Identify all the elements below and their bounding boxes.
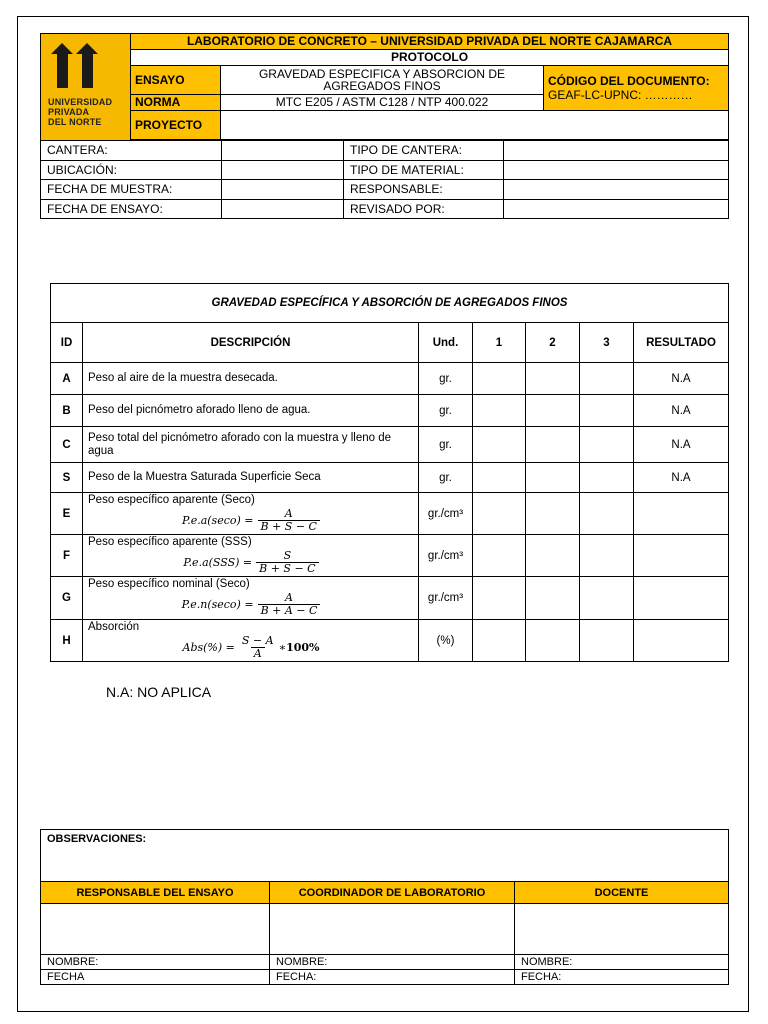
row-unit: gr./cm³ (419, 493, 473, 535)
row-desc-cell (83, 493, 419, 535)
norma-label: NORMA (131, 95, 221, 111)
logo-line2: PRIVADA (48, 107, 90, 117)
responsable-signature[interactable] (41, 904, 270, 955)
fecha-muestra-field[interactable] (222, 180, 344, 200)
upn-logo-icon (48, 40, 104, 92)
row-desc-cell (83, 620, 419, 662)
table-row (51, 493, 729, 535)
row-value-1[interactable] (473, 463, 526, 493)
row-id: C (51, 427, 83, 463)
codigo-cell (544, 66, 729, 111)
row-value-1[interactable] (473, 395, 526, 427)
formula-numerator: A (284, 507, 293, 520)
coordinador-signature[interactable] (270, 904, 515, 955)
coordinador-nombre[interactable]: NOMBRE: (270, 955, 515, 970)
row-value-2[interactable] (526, 395, 580, 427)
row-value-3[interactable] (580, 577, 634, 620)
ensayo-value: GRAVEDAD ESPECIFICA Y ABSORCION DE AGREGADOS FINOS (221, 66, 544, 95)
row-value-2[interactable] (526, 493, 580, 535)
fecha-muestra-label: FECHA DE MUESTRA: (41, 180, 222, 200)
responsable-fecha[interactable]: FECHA (41, 970, 270, 985)
row-value-3[interactable] (580, 427, 634, 463)
ubicacion-label: UBICACIÓN: (41, 160, 222, 180)
responsable-nombre[interactable]: NOMBRE: (41, 955, 270, 970)
row-value-1[interactable] (473, 620, 526, 662)
observaciones-field[interactable] (41, 830, 729, 882)
fecha-ensayo-label: FECHA DE ENSAYO: (41, 199, 222, 219)
tipo-cantera-label: TIPO DE CANTERA: (344, 141, 504, 161)
formula-denominator: B + S − C (258, 520, 320, 533)
footer-table (40, 829, 729, 985)
row-value-3[interactable] (580, 395, 634, 427)
row-unit: gr./cm³ (419, 535, 473, 577)
formula-denominator: B + A − C (258, 604, 321, 617)
row-result[interactable] (634, 620, 729, 662)
row-value-3[interactable] (580, 620, 634, 662)
row-id: A (51, 363, 83, 395)
row-result[interactable] (634, 535, 729, 577)
row-desc: Peso total del picnómetro aforado con la muestra y lleno de agua (83, 427, 419, 463)
row-result: N.A (634, 395, 729, 427)
row-id: E (51, 493, 83, 535)
col-header-3: 3 (580, 323, 634, 363)
table-row (51, 620, 729, 662)
row-desc: Peso específico nominal (Seco) (88, 578, 250, 590)
row-result[interactable] (634, 493, 729, 535)
row-unit: gr./cm³ (419, 577, 473, 620)
docente-signature[interactable] (515, 904, 729, 955)
revisado-label: REVISADO POR: (344, 199, 504, 219)
table-title: GRAVEDAD ESPECÍFICA Y ABSORCIÓN DE AGREGADOS FINOS (51, 284, 729, 323)
row-value-3[interactable] (580, 363, 634, 395)
formula-percent: 100% (286, 641, 320, 654)
lab-title: LABORATORIO DE CONCRETO – UNIVERSIDAD PRIVADA DEL NORTE CAJAMARCA (131, 34, 729, 50)
formula (88, 635, 414, 660)
coordinador-header: COORDINADOR DE LABORATORIO (270, 882, 515, 904)
row-value-2[interactable] (526, 363, 580, 395)
row-id: S (51, 463, 83, 493)
proyecto-label: PROYECTO (131, 111, 221, 140)
row-value-3[interactable] (580, 463, 634, 493)
row-desc: Peso del picnómetro aforado lleno de agua. (83, 395, 419, 427)
row-value-3[interactable] (580, 493, 634, 535)
row-id: F (51, 535, 83, 577)
row-value-1[interactable] (473, 577, 526, 620)
col-header-id: ID (51, 323, 83, 363)
row-desc: Peso de la Muestra Saturada Superficie Seca (83, 463, 419, 493)
table-row (51, 427, 729, 463)
observaciones-label: OBSERVACIONES: (47, 833, 147, 845)
row-unit: gr. (419, 395, 473, 427)
tipo-material-label: TIPO DE MATERIAL: (344, 160, 504, 180)
row-result: N.A (634, 363, 729, 395)
formula-lhs: P.e.a(seco) = (182, 514, 254, 527)
row-desc-cell (83, 577, 419, 620)
cantera-label: CANTERA: (41, 141, 222, 161)
row-value-1[interactable] (473, 535, 526, 577)
row-desc: Peso específico aparente (Seco) (88, 494, 255, 506)
table-row (51, 463, 729, 493)
docente-nombre[interactable]: NOMBRE: (515, 955, 729, 970)
row-unit: gr. (419, 363, 473, 395)
row-result: N.A (634, 427, 729, 463)
tipo-material-field[interactable] (504, 160, 729, 180)
fecha-ensayo-field[interactable] (222, 199, 344, 219)
row-value-1[interactable] (473, 363, 526, 395)
row-value-2[interactable] (526, 463, 580, 493)
formula-lhs: Abs(%) = (182, 641, 235, 654)
formula (88, 592, 414, 617)
row-desc: Absorción (88, 621, 140, 633)
col-header-2: 2 (526, 323, 580, 363)
formula-numerator: S (283, 549, 292, 562)
row-desc: Peso al aire de la muestra desecada. (83, 363, 419, 395)
formula-numerator: S − A (241, 634, 274, 647)
results-table (50, 283, 729, 662)
docente-fecha[interactable]: FECHA: (515, 970, 729, 985)
proyecto-value[interactable] (221, 111, 729, 140)
row-id: G (51, 577, 83, 620)
row-value-1[interactable] (473, 427, 526, 463)
row-unit: (%) (419, 620, 473, 662)
row-desc-cell (83, 535, 419, 577)
codigo-value: GEAF-LC-UPNC: ………… (548, 87, 693, 102)
ubicacion-field[interactable] (222, 160, 344, 180)
row-value-1[interactable] (473, 493, 526, 535)
table-row (51, 395, 729, 427)
responsable-field[interactable] (504, 180, 729, 200)
row-value-2[interactable] (526, 427, 580, 463)
header-table (40, 33, 729, 141)
formula (88, 508, 414, 533)
table-row (51, 577, 729, 620)
col-header-result: RESULTADO (634, 323, 729, 363)
row-unit: gr. (419, 463, 473, 493)
row-result: N.A (634, 463, 729, 493)
row-id: B (51, 395, 83, 427)
formula (88, 550, 414, 575)
row-unit: gr. (419, 427, 473, 463)
ensayo-label: ENSAYO (131, 66, 221, 95)
logo-line3: DEL NORTE (48, 117, 102, 127)
formula-numerator: A (285, 591, 293, 604)
formula-denominator: B + S − C (256, 562, 318, 575)
col-header-1: 1 (473, 323, 526, 363)
row-value-2[interactable] (526, 577, 580, 620)
formula-mult: ∗ (278, 641, 287, 654)
row-result[interactable] (634, 577, 729, 620)
docente-header: DOCENTE (515, 882, 729, 904)
cantera-field[interactable] (222, 141, 344, 161)
row-value-2[interactable] (526, 620, 580, 662)
logo (41, 34, 131, 141)
table-row (51, 535, 729, 577)
formula-denominator: A (251, 647, 265, 660)
table-row (51, 363, 729, 395)
revisado-field[interactable] (504, 199, 729, 219)
row-value-2[interactable] (526, 535, 580, 577)
row-value-3[interactable] (580, 535, 634, 577)
row-id: H (51, 620, 83, 662)
formula-lhs: P.e.a(SSS) = (183, 556, 253, 569)
protocol-title: PROTOCOLO (131, 50, 729, 66)
logo-line1: UNIVERSIDAD (48, 97, 113, 107)
col-header-desc: DESCRIPCIÓN (83, 323, 419, 363)
responsable-header: RESPONSABLE DEL ENSAYO (41, 882, 270, 904)
responsable-label: RESPONSABLE: (344, 180, 504, 200)
tipo-cantera-field[interactable] (504, 141, 729, 161)
formula-lhs: P.e.n(seco) = (181, 598, 254, 611)
codigo-label: CÓDIGO DEL DOCUMENTO: (548, 73, 710, 88)
na-note: N.A: NO APLICA (106, 684, 212, 700)
norma-value: MTC E205 / ASTM C128 / NTP 400.022 (221, 95, 544, 111)
row-desc: Peso específico aparente (SSS) (88, 536, 252, 548)
info-table (40, 140, 729, 219)
col-header-unit: Und. (419, 323, 473, 363)
coordinador-fecha[interactable]: FECHA: (270, 970, 515, 985)
